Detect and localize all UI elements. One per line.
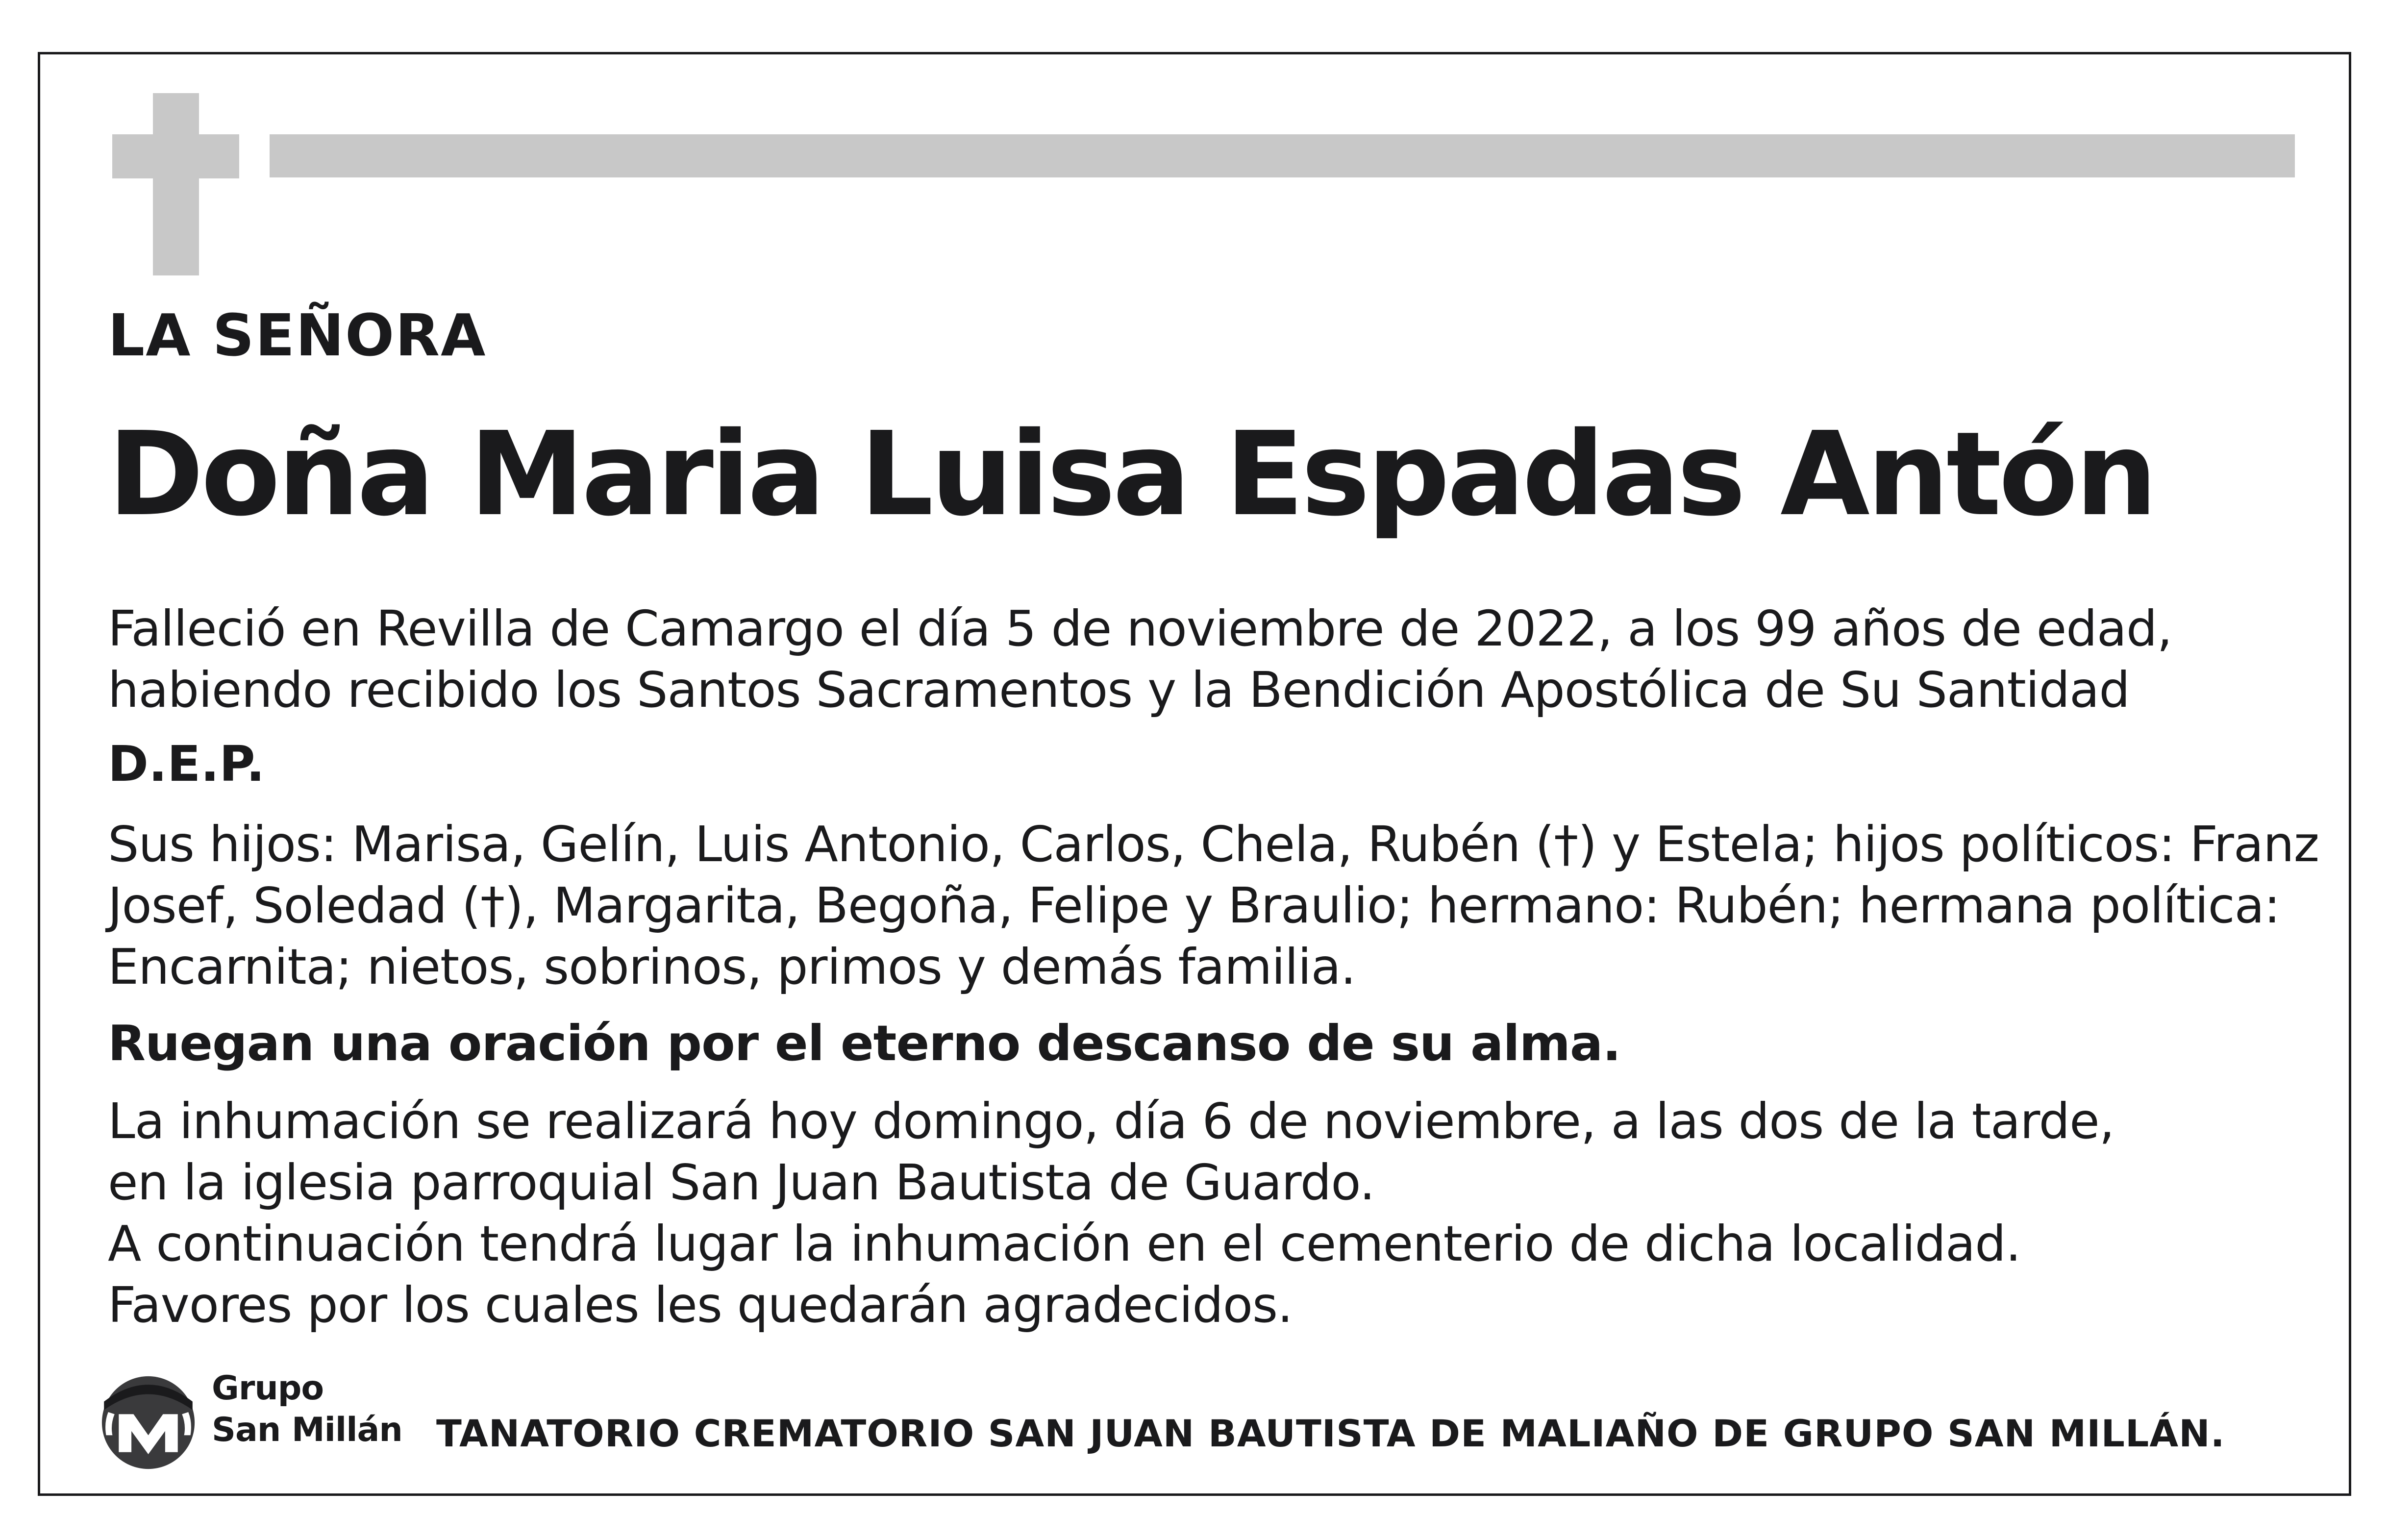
family-list [108,814,2319,997]
deceased-name: Doña Maria Luisa Espadas Antón [108,407,2155,542]
logo-line-1: Grupo [212,1369,324,1408]
service-line: A continuación tendrá lugar la inhumación en el cementerio de dicha localidad. [108,1215,2021,1272]
service-line: en la iglesia parroquial San Juan Bautista de Guardo. [108,1154,1375,1211]
death-announcement [108,598,2172,720]
header-rule [270,134,2295,177]
grupo-san-millan-logo-icon [96,1370,201,1475]
family-line: Josef, Soledad (†), Margarita, Begoña, Felipe y Braulio; hermano: Rubén; hermana política: [108,877,2280,934]
cross-vertical-bar [153,93,199,275]
honorific: LA SEÑORA [108,301,487,369]
cross-horizontal-bar [112,134,239,178]
funeral-home-name: TANATORIO CREMATORIO SAN JUAN BAUTISTA DE MALIAÑO DE GRUPO SAN MILLÁN. [436,1412,2225,1455]
service-line: Favores por los cuales les quedarán agradecidos. [108,1276,1293,1334]
family-line: Sus hijos: Marisa, Gelín, Luis Antonio, Carlos, Chela, Rubén (†) y Estela; hijos políticos: Franz [108,816,2319,873]
service-details [108,1091,2114,1336]
rip-label: D.E.P. [108,735,265,793]
service-line: La inhumación se realizará hoy domingo, día 6 de noviembre, a las dos de la tarde, [108,1093,2114,1150]
logo-line-2: San Millán [212,1411,402,1449]
family-line: Encarnita; nietos, sobrinos, primos y demás familia. [108,938,1356,995]
death-line: Falleció en Revilla de Camargo el día 5 de noviembre de 2022, a los 99 años de edad, [108,600,2172,657]
logo-wordmark [212,1367,402,1451]
death-line: habiendo recibido los Santos Sacramentos y la Bendición Apostólica de Su Santidad [108,661,2130,719]
prayer-request: Ruegan una oración por el eterno descanso de su alma. [108,1015,1621,1072]
